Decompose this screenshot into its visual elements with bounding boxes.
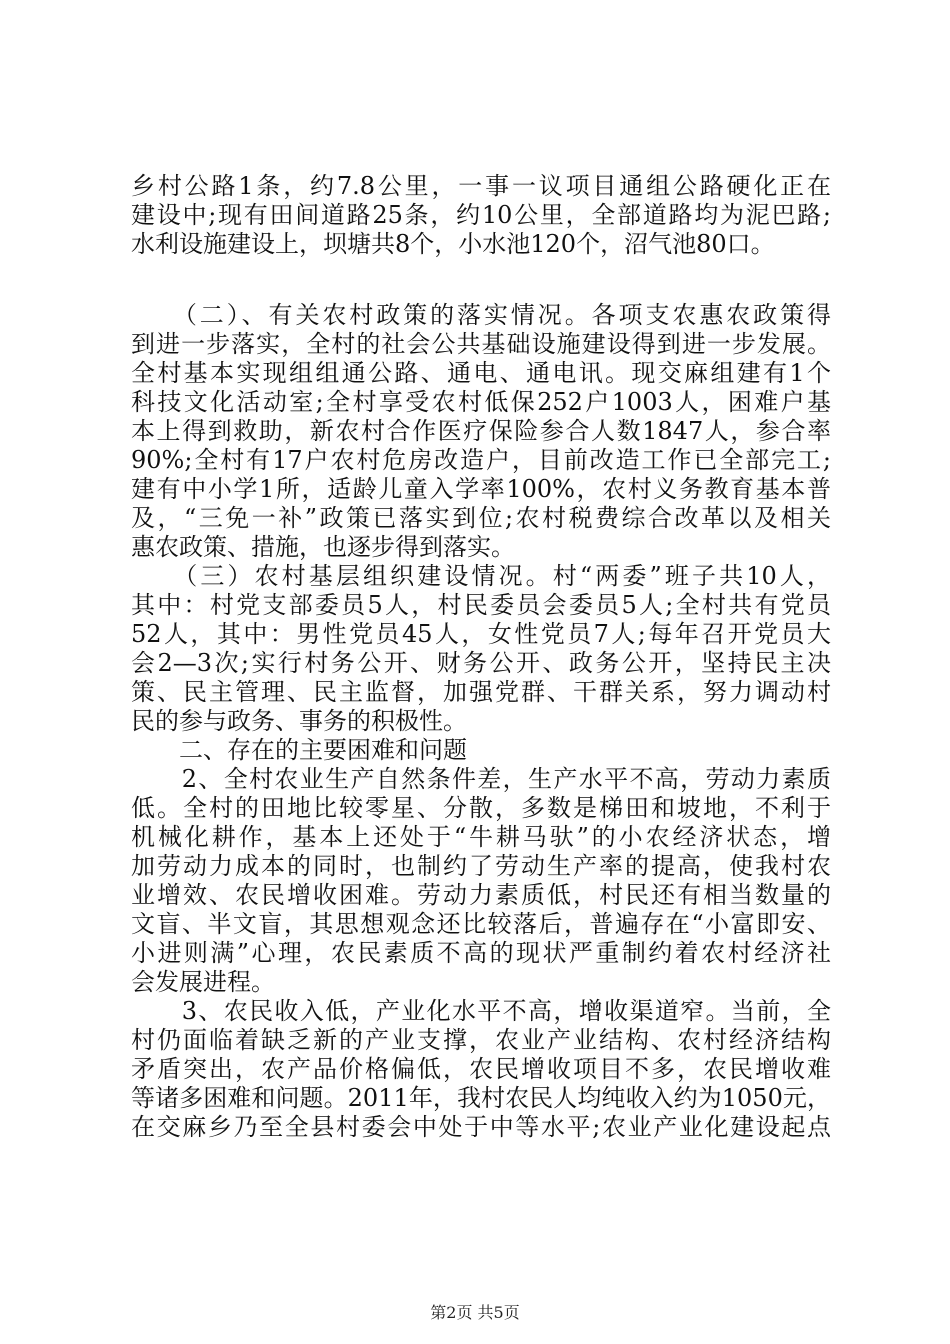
text-line: 科技文化活动室;全村享受农村低保252户1003人，困难户基 (131, 388, 831, 416)
text-line: 水利设施建设上，坝塘共8个，小水池120个，沼气池80口。 (131, 230, 775, 258)
paragraph-block-policy-and-problems (131, 301, 831, 1142)
text-line: 民的参与政务、事务的积极性。 (131, 707, 467, 735)
section-heading: 二、存在的主要困难和问题 (131, 736, 467, 764)
text-line: 乡村公路1条，约7.8公里，一事一议项目通组公路硬化正在 (131, 172, 831, 200)
text-line: 2、全村农业生产自然条件差，生产水平不高，劳动力素质 (131, 765, 831, 793)
text-line: 建有中小学1所，适龄儿童入学率100%，农村义务教育基本普 (131, 475, 831, 503)
text-line: 及，“三免一补”政策已落实到位;农村税费综合改革以及相关 (131, 504, 831, 532)
text-line: 3、农民收入低，产业化水平不高，增收渠道窄。当前，全 (131, 997, 831, 1025)
text-line: 到进一步落实，全村的社会公共基础设施建设得到进一步发展。 (131, 330, 831, 358)
text-line: 小进则满”心理，农民素质不高的现状严重制约着农村经济社 (131, 939, 831, 967)
text-line: 惠农政策、措施，也逐步得到落实。 (131, 533, 515, 561)
text-line: 低。全村的田地比较零星、分散，多数是梯田和坡地，不利于 (131, 794, 831, 822)
text-line: 业增效、农民增收困难。劳动力素质低，村民还有相当数量的 (131, 881, 831, 909)
text-line: 在交麻乡乃至全县村委会中处于中等水平;农业产业化建设起点 (131, 1113, 831, 1141)
text-line: 策、民主管理、民主监督，加强党群、干群关系，努力调动村 (131, 678, 831, 706)
text-line: （二）、有关农村政策的落实情况。各项支农惠农政策得 (131, 301, 831, 329)
page-number-footer: 第2页 共5页 (430, 1303, 520, 1322)
text-line: 建设中;现有田间道路25条，约10公里，全部道路均为泥巴路; (131, 201, 831, 229)
paragraph-block-infrastructure (131, 172, 831, 259)
text-line: 加劳动力成本的同时，也制约了劳动生产率的提高，使我村农 (131, 852, 831, 880)
text-line: 矛盾突出，农产品价格偏低，农民增收项目不多，农民增收难 (131, 1055, 831, 1083)
text-line: 文盲、半文盲，其思想观念还比较落后，普遍存在“小富即安、 (131, 910, 831, 938)
text-line: （三）农村基层组织建设情况。村“两委”班子共10人， (131, 562, 831, 590)
text-line: 本上得到救助，新农村合作医疗保险参合人数1847人，参合率 (131, 417, 831, 445)
text-line: 90%;全村有17户农村危房改造户，目前改造工作已全部完工; (131, 446, 831, 474)
text-line: 会2—3次;实行村务公开、财务公开、政务公开，坚持民主决 (131, 649, 831, 677)
text-line: 村仍面临着缺乏新的产业支撑，农业产业结构、农村经济结构 (131, 1026, 831, 1054)
text-line: 等诸多困难和问题。2011年，我村农民人均纯收入约为1050元， (131, 1084, 831, 1112)
text-line: 会发展进程。 (131, 968, 275, 996)
text-line: 全村基本实现组组通公路、通电、通电讯。现交麻组建有1个 (131, 359, 831, 387)
text-line: 52人，其中：男性党员45人，女性党员7人;每年召开党员大 (131, 620, 831, 648)
text-line: 机械化耕作，基本上还处于“牛耕马驮”的小农经济状态，增 (131, 823, 831, 851)
text-line: 其中：村党支部委员5人，村民委员会委员5人;全村共有党员 (131, 591, 831, 619)
